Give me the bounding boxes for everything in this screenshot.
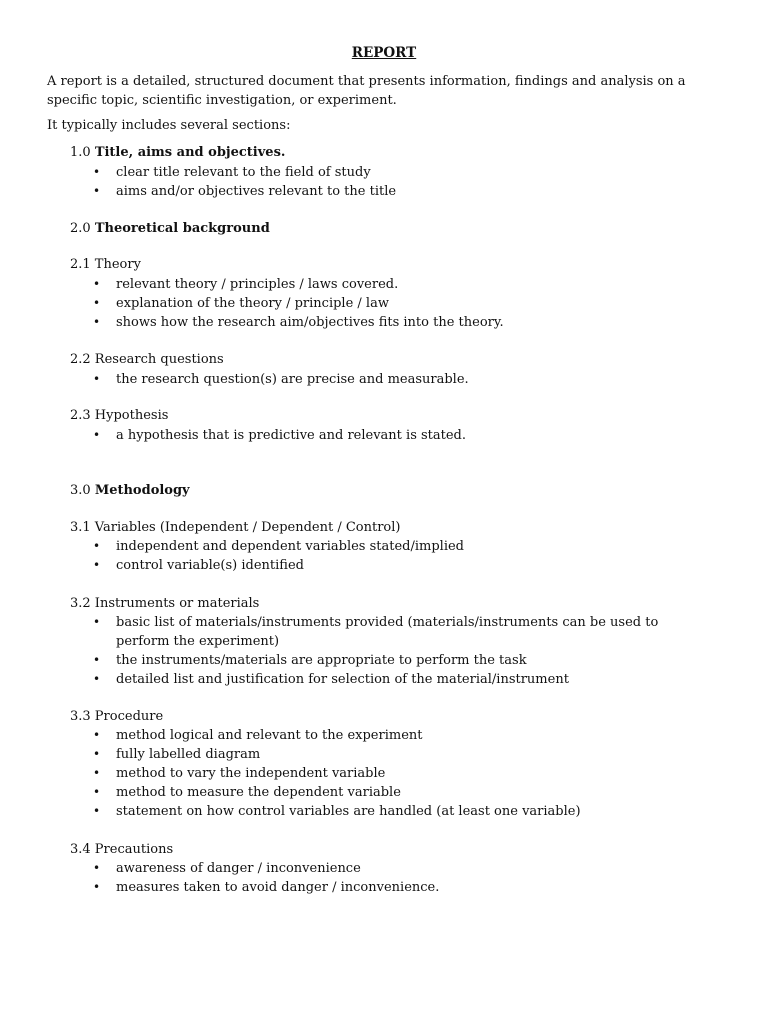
list-item: • method to vary the independent variable [116,764,706,783]
section-3-3-heading: 3.3 Procedure [70,709,164,724]
section-3-4-heading: 3.4 Precautions [70,842,174,857]
list-item: • statement on how control variables are handled (at least one variable) [116,802,706,821]
list-item: • method logical and relevant to the experiment [116,726,706,745]
section-2-0-heading: 2.0 Theoretical background [70,221,270,236]
list-item: • measures taken to avoid danger / inconvenience. [116,878,706,897]
section-2-3-heading: 2.3 Hypothesis [70,408,169,423]
section-3-1-heading: 3.1 Variables (Independent / Dependent / Control) [70,520,401,535]
section-3-4-list [116,859,706,897]
list-item: • the research question(s) are precise and measurable. [116,370,706,389]
section-1-0-heading: 1.0 Title, aims and objectives. [70,145,286,160]
section-3-3-list [116,726,706,821]
list-item: • awareness of danger / inconvenience [116,859,706,878]
section-3-2-heading: 3.2 Instruments or materials [70,596,260,611]
list-item: • detailed list and justification for selection of the material/instrument [116,670,706,689]
list-item: • a hypothesis that is predictive and relevant is stated. [116,426,706,445]
section-2-1-heading: 2.1 Theory [70,257,141,272]
section-1-0-list [116,163,706,201]
section-2-3-list [116,426,706,445]
list-item: • explanation of the theory / principle / law [116,294,706,313]
page-title: REPORT [351,45,417,61]
section-3-1-list [116,537,706,575]
list-item: • relevant theory / principles / laws covered. [116,275,706,294]
section-2-2-heading: 2.2 Research questions [70,352,224,367]
section-2-1-list [116,275,706,332]
list-item: • aims and/or objectives relevant to the title [116,182,706,201]
intro-paragraph: A report is a detailed, structured document that presents information, findings and analysis on a specific topic, scientific investigation, or experiment. [47,74,686,108]
section-3-2-list [116,613,706,689]
list-item: • independent and dependent variables stated/implied [116,537,706,556]
list-item: • basic list of materials/instruments provided (materials/instruments can be used to perform the experiment) [116,613,706,651]
list-item: • the instruments/materials are appropriate to perform the task [116,651,706,670]
list-item: • shows how the research aim/objectives fits into the theory. [116,313,706,332]
list-item: • fully labelled diagram [116,745,706,764]
list-item: • clear title relevant to the field of study [116,163,706,182]
list-item: • control variable(s) identified [116,556,706,575]
list-item: • method to measure the dependent variable [116,783,706,802]
intro-sections-line: It typically includes several sections: [47,118,291,133]
section-2-2-list [116,370,706,389]
section-3-0-heading: 3.0 Methodology [70,483,190,498]
